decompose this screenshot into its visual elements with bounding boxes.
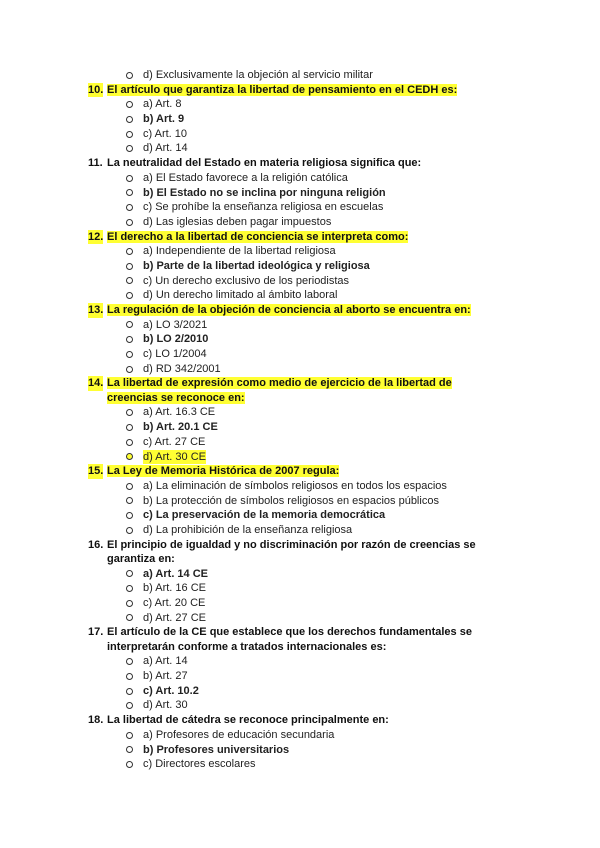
circle-bullet-icon: [126, 702, 133, 709]
option-text: d) Art. 27 CE: [143, 611, 206, 624]
question: [88, 464, 568, 479]
correct-option-text: b) Art. 9: [143, 113, 185, 126]
question-number: 17.: [88, 626, 104, 639]
question: [88, 303, 568, 318]
option-text: a) La eliminación de símbolos religiosos en todos los espacios: [143, 479, 447, 492]
option-text: c) Un derecho exclusivo de los periodistas: [143, 274, 350, 287]
circle-bullet-icon: [126, 116, 133, 123]
option-text: c) Directores escolares: [143, 758, 256, 771]
option-text: d) Las iglesias deben pagar impuestos: [143, 215, 332, 228]
option-text: b) La protección de símbolos religiosos en espacios públicos: [143, 494, 439, 507]
correct-option-text: b) LO 2/2010: [143, 333, 209, 346]
answer-option: [88, 347, 568, 362]
question-text: El artículo que garantiza la libertad de pensamiento en el CEDH es:: [107, 83, 458, 96]
question: [88, 83, 568, 98]
answer-option: [88, 479, 568, 494]
option-text: d) Art. 30 CE: [143, 450, 206, 463]
option-text: a) Art. 14: [143, 655, 188, 668]
answer-option: [88, 508, 568, 523]
answer-option: [88, 259, 568, 274]
answer-option: [88, 420, 568, 435]
question: [88, 538, 568, 567]
circle-bullet-icon: [126, 570, 133, 577]
option-text: a) Art. 16.3 CE: [143, 406, 216, 419]
correct-option-text: b) Profesores universitarios: [143, 743, 290, 756]
circle-bullet-icon: [126, 277, 133, 284]
question-number: 18.: [88, 714, 104, 727]
question-number: 13.: [88, 304, 104, 316]
option-text: a) Art. 8: [143, 98, 182, 111]
answer-option: [88, 171, 568, 186]
circle-bullet-icon: [126, 131, 133, 138]
correct-option-text: b) Art. 20.1 CE: [143, 421, 218, 434]
question-number: 14.: [88, 377, 104, 390]
option-text: d) RD 342/2001: [143, 362, 221, 375]
circle-bullet-icon: [126, 732, 133, 739]
question-text: El artículo de la CE que establece que los derechos fundamentales se interpretarán conforme a tratados internacionales es:: [107, 626, 472, 653]
circle-bullet-icon: [126, 483, 133, 490]
circle-bullet-icon: [126, 366, 133, 373]
option-text: c) Art. 27 CE: [143, 435, 206, 448]
answer-option: [88, 567, 568, 582]
answer-option: [88, 611, 568, 626]
circle-bullet-icon: [126, 145, 133, 152]
circle-bullet-icon: [126, 527, 133, 534]
question-number: 12.: [88, 230, 104, 243]
answer-option: [88, 698, 568, 713]
answer-option: [88, 244, 568, 259]
option-text: c) Art. 10: [143, 127, 188, 140]
answer-option: [88, 318, 568, 333]
circle-bullet-icon: [126, 321, 133, 328]
question-number: 16.: [88, 538, 104, 551]
circle-bullet-icon: [126, 175, 133, 182]
correct-option-text: b) Parte de la libertad ideológica y religiosa: [143, 259, 370, 272]
answer-option: [88, 200, 568, 215]
question-text: La neutralidad del Estado en materia religiosa significa que:: [107, 157, 422, 170]
answer-option: [88, 728, 568, 743]
option-text: a) Profesores de educación secundaria: [143, 728, 335, 741]
circle-bullet-icon: [126, 248, 133, 255]
question-text: La libertad de cátedra se reconoce principalmente en:: [107, 714, 389, 727]
answer-option: [88, 68, 568, 83]
circle-bullet-icon: [126, 292, 133, 299]
circle-bullet-icon: [126, 614, 133, 621]
answer-option: [88, 435, 568, 450]
question: [88, 156, 568, 171]
circle-bullet-icon: [126, 424, 133, 431]
option-text: c) Se prohíbe la enseñanza religiosa en escuelas: [143, 201, 384, 214]
answer-option: [88, 654, 568, 669]
answer-option: [88, 596, 568, 611]
answer-option: [88, 112, 568, 127]
answer-option: [88, 186, 568, 201]
circle-bullet-icon: [126, 453, 133, 460]
answer-option: [88, 141, 568, 156]
correct-option-text: a) Art. 14 CE: [143, 567, 209, 580]
option-text: a) LO 3/2021: [143, 318, 208, 331]
question: [88, 713, 568, 728]
answer-option: [88, 288, 568, 303]
circle-bullet-icon: [126, 761, 133, 768]
answer-option: [88, 523, 568, 538]
question-text: El derecho a la libertad de conciencia se interpreta como:: [107, 230, 409, 243]
circle-bullet-icon: [126, 204, 133, 211]
circle-bullet-icon: [126, 439, 133, 446]
question-text: La libertad de expresión como medio de ejercicio de la libertad de creencias se reconoce en:: [107, 377, 452, 404]
circle-bullet-icon: [126, 219, 133, 226]
correct-option-text: b) El Estado no se inclina por ninguna religión: [143, 186, 386, 199]
circle-bullet-icon: [126, 101, 133, 108]
option-text: c) LO 1/2004: [143, 348, 207, 361]
circle-bullet-icon: [126, 409, 133, 416]
option-text: d) Un derecho limitado al ámbito laboral: [143, 289, 338, 302]
question-text: La Ley de Memoria Histórica de 2007 regula:: [107, 465, 340, 478]
answer-option: [88, 362, 568, 377]
answer-option: [88, 405, 568, 420]
answer-option: [88, 757, 568, 772]
question: [88, 376, 568, 405]
circle-bullet-icon: [126, 585, 133, 592]
quiz-content: [88, 68, 568, 772]
correct-option-text: c) Art. 10.2: [143, 684, 199, 697]
answer-option: [88, 684, 568, 699]
circle-bullet-icon: [126, 351, 133, 358]
circle-bullet-icon: [126, 673, 133, 680]
option-text: d) Art. 30: [143, 699, 188, 712]
circle-bullet-icon: [126, 72, 133, 79]
option-text: a) El Estado favorece a la religión católica: [143, 171, 348, 184]
answer-option: [88, 743, 568, 758]
answer-option: [88, 494, 568, 509]
option-text: a) Independiente de la libertad religiosa: [143, 245, 336, 258]
question-text: El principio de igualdad y no discriminación por razón de creencias se garantiza en:: [107, 538, 476, 566]
answer-option: [88, 274, 568, 289]
question-text: La regulación de la objeción de conciencia al aborto se encuentra en:: [107, 304, 471, 316]
option-text: d) Art. 14: [143, 142, 188, 155]
question-number: 11.: [88, 157, 103, 170]
circle-bullet-icon: [126, 688, 133, 695]
correct-option-text: c) La preservación de la memoria democrática: [143, 509, 386, 522]
circle-bullet-icon: [126, 336, 133, 343]
option-text: c) Art. 20 CE: [143, 597, 206, 609]
question-number: 10.: [88, 83, 104, 96]
circle-bullet-icon: [126, 263, 133, 270]
answer-option: [88, 669, 568, 684]
answer-option: [88, 215, 568, 230]
circle-bullet-icon: [126, 600, 133, 607]
answer-option: [88, 127, 568, 142]
question: [88, 625, 568, 654]
circle-bullet-icon: [126, 746, 133, 753]
option-text: b) Art. 16 CE: [143, 582, 206, 595]
answer-option: [88, 332, 568, 347]
circle-bullet-icon: [126, 658, 133, 665]
option-text: b) Art. 27: [143, 670, 188, 683]
answer-option: [88, 581, 568, 596]
answer-option: [88, 97, 568, 112]
option-text: d) Exclusivamente la objeción al servicio militar: [143, 69, 373, 81]
circle-bullet-icon: [126, 497, 133, 504]
circle-bullet-icon: [126, 189, 133, 196]
question: [88, 230, 568, 245]
answer-option: [88, 450, 568, 465]
option-text: d) La prohibición de la enseñanza religiosa: [143, 523, 353, 536]
circle-bullet-icon: [126, 512, 133, 519]
question-number: 15.: [88, 465, 104, 478]
